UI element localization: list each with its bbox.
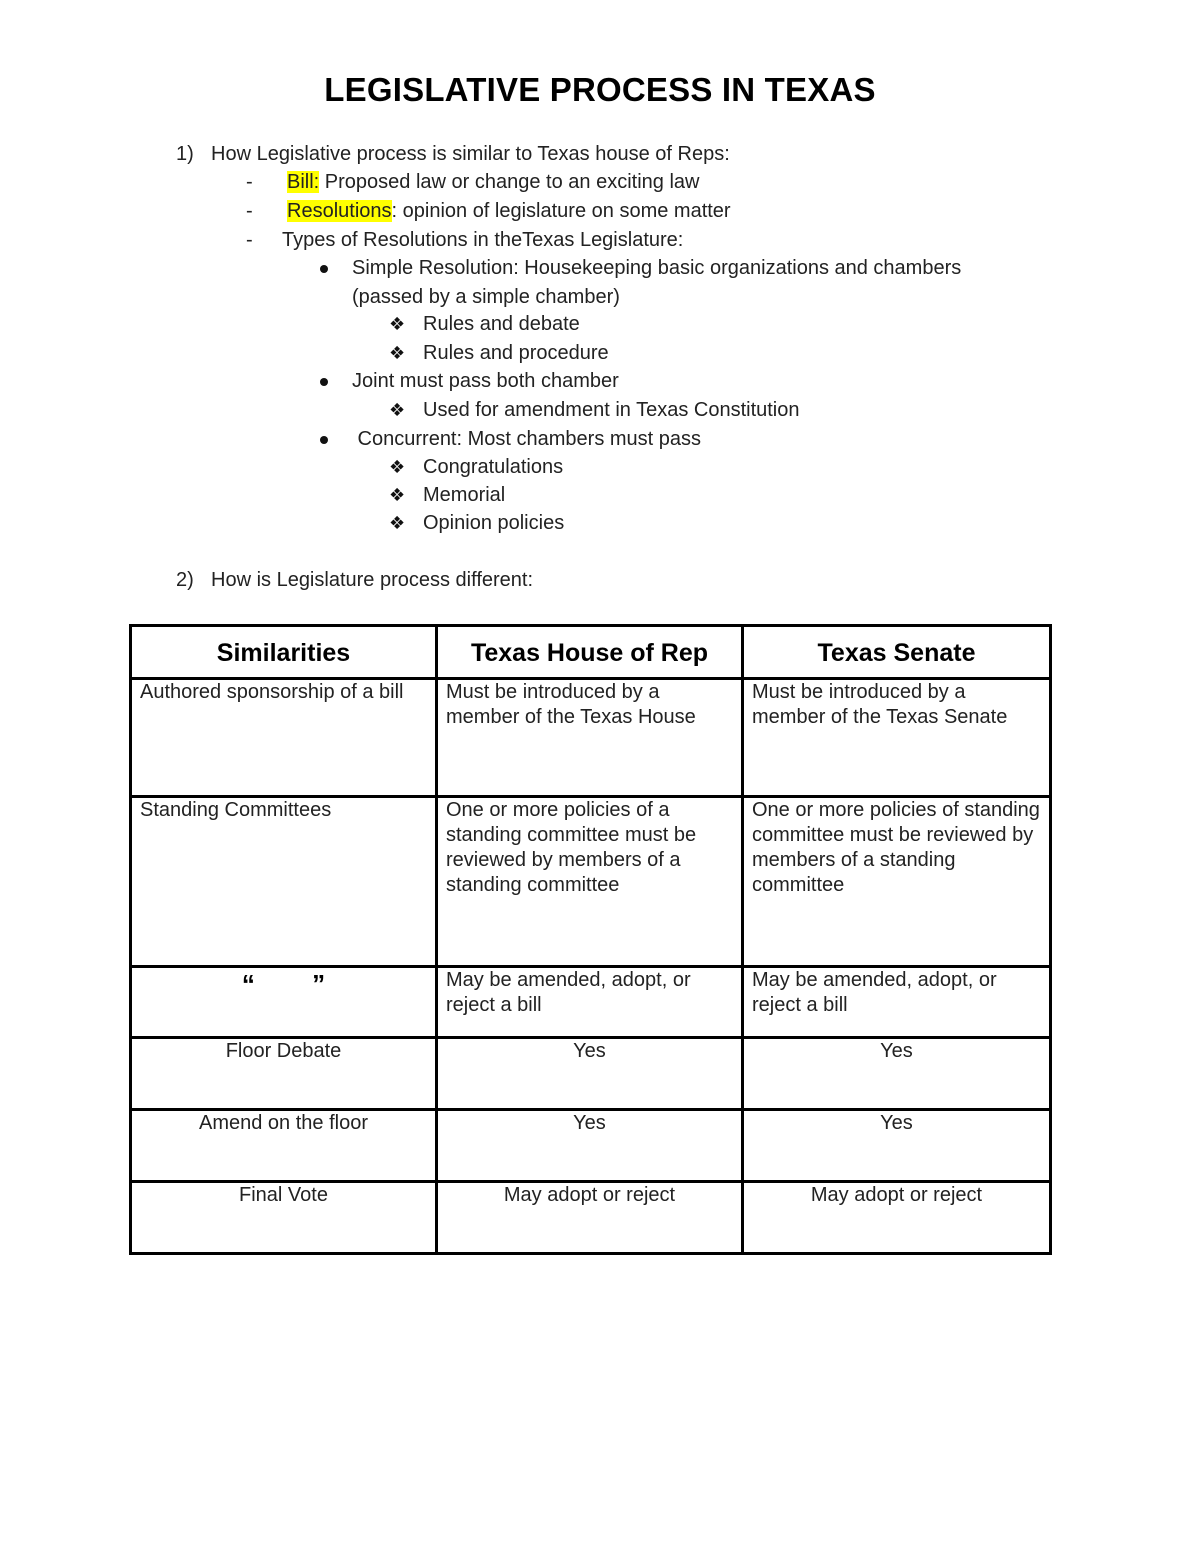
table-cell: Must be introduced by a member of the Texas House: [437, 679, 743, 797]
bill-term: Bill:: [287, 171, 320, 193]
resolutions-definition: [287, 198, 731, 224]
dash-marker: -: [246, 171, 253, 193]
diamond-bullet-icon: ❖: [389, 400, 406, 420]
column-header: Texas Senate: [743, 626, 1051, 679]
table-row: [131, 967, 1051, 1038]
simple-resolution-label: Simple Resolution: Housekeeping basic organizations and chambers: [352, 257, 962, 279]
concurrent-resolution-label: Concurrent: Most chambers must pass: [352, 428, 702, 450]
diamond-bullet-icon: ❖: [389, 343, 406, 363]
bill-text: Proposed law or change to an exciting law: [319, 171, 700, 193]
table-cell: Yes: [743, 1110, 1051, 1182]
table-cell: Standing Committees: [131, 797, 437, 967]
subitem-text: Used for amendment in Texas Constitution: [423, 399, 800, 421]
diamond-bullet-icon: ❖: [389, 314, 406, 334]
simple-resolution-label-cont: (passed by a simple chamber): [352, 286, 620, 308]
diamond-bullet-icon: ❖: [389, 513, 406, 533]
table-row: [131, 1110, 1051, 1182]
table-header-row: [131, 626, 1051, 679]
resolutions-term: Resolutions: [287, 200, 392, 222]
bullet-icon: [320, 436, 328, 444]
table-row: [131, 797, 1051, 967]
table-cell: Must be introduced by a member of the Texas Senate: [743, 679, 1051, 797]
column-header: Texas House of Rep: [437, 626, 743, 679]
table-cell: [131, 967, 437, 1038]
diamond-bullet-icon: ❖: [389, 485, 406, 505]
dash-marker: -: [246, 229, 253, 251]
bill-definition: [287, 169, 699, 195]
table-row: [131, 679, 1051, 797]
subitem-text: Rules and debate: [423, 313, 580, 335]
bullet-icon: [320, 265, 328, 273]
table-cell: Yes: [437, 1038, 743, 1110]
comparison-table: [129, 624, 1052, 1255]
table-cell: Yes: [437, 1110, 743, 1182]
subitem-text: Congratulations: [423, 456, 564, 478]
table-cell: May be amended, adopt, or reject a bill: [437, 967, 743, 1038]
section-2-heading: How is Legislature process different:: [211, 569, 534, 591]
resolutions-text: : opinion of legislature on some matter: [391, 200, 731, 222]
section-1-heading: How Legislative process is similar to Texas house of Reps:: [211, 143, 730, 165]
subitem-text: Opinion policies: [423, 512, 565, 534]
table-cell: One or more policies of standing committee must be reviewed by members of a standing committee: [743, 797, 1051, 967]
subitem-text: Memorial: [423, 484, 506, 506]
section-2-number: 2): [176, 569, 194, 591]
table-cell: May adopt or reject: [437, 1182, 743, 1254]
section-1-number: 1): [176, 143, 194, 165]
ditto-quotes: “ ”: [241, 969, 326, 999]
joint-resolution-label: Joint must pass both chamber: [352, 370, 619, 392]
page-title: LEGISLATIVE PROCESS IN TEXAS: [324, 71, 876, 108]
table-cell: Yes: [743, 1038, 1051, 1110]
table-cell: Floor Debate: [131, 1038, 437, 1110]
table-row: [131, 1182, 1051, 1254]
table-cell: May be amended, adopt, or reject a bill: [743, 967, 1051, 1038]
table-cell: Authored sponsorship of a bill: [131, 679, 437, 797]
table-cell: One or more policies of a standing committee must be reviewed by members of a standing committee: [437, 797, 743, 967]
table-cell: Final Vote: [131, 1182, 437, 1254]
bullet-icon: [320, 378, 328, 386]
table-cell: May adopt or reject: [743, 1182, 1051, 1254]
column-header: Similarities: [131, 626, 437, 679]
subitem-text: Rules and procedure: [423, 342, 609, 364]
table-cell: Amend on the floor: [131, 1110, 437, 1182]
table-row: [131, 1038, 1051, 1110]
resolution-types-heading: Types of Resolutions in theTexas Legislature:: [282, 229, 684, 251]
diamond-bullet-icon: ❖: [389, 457, 406, 477]
dash-marker: -: [246, 200, 253, 222]
